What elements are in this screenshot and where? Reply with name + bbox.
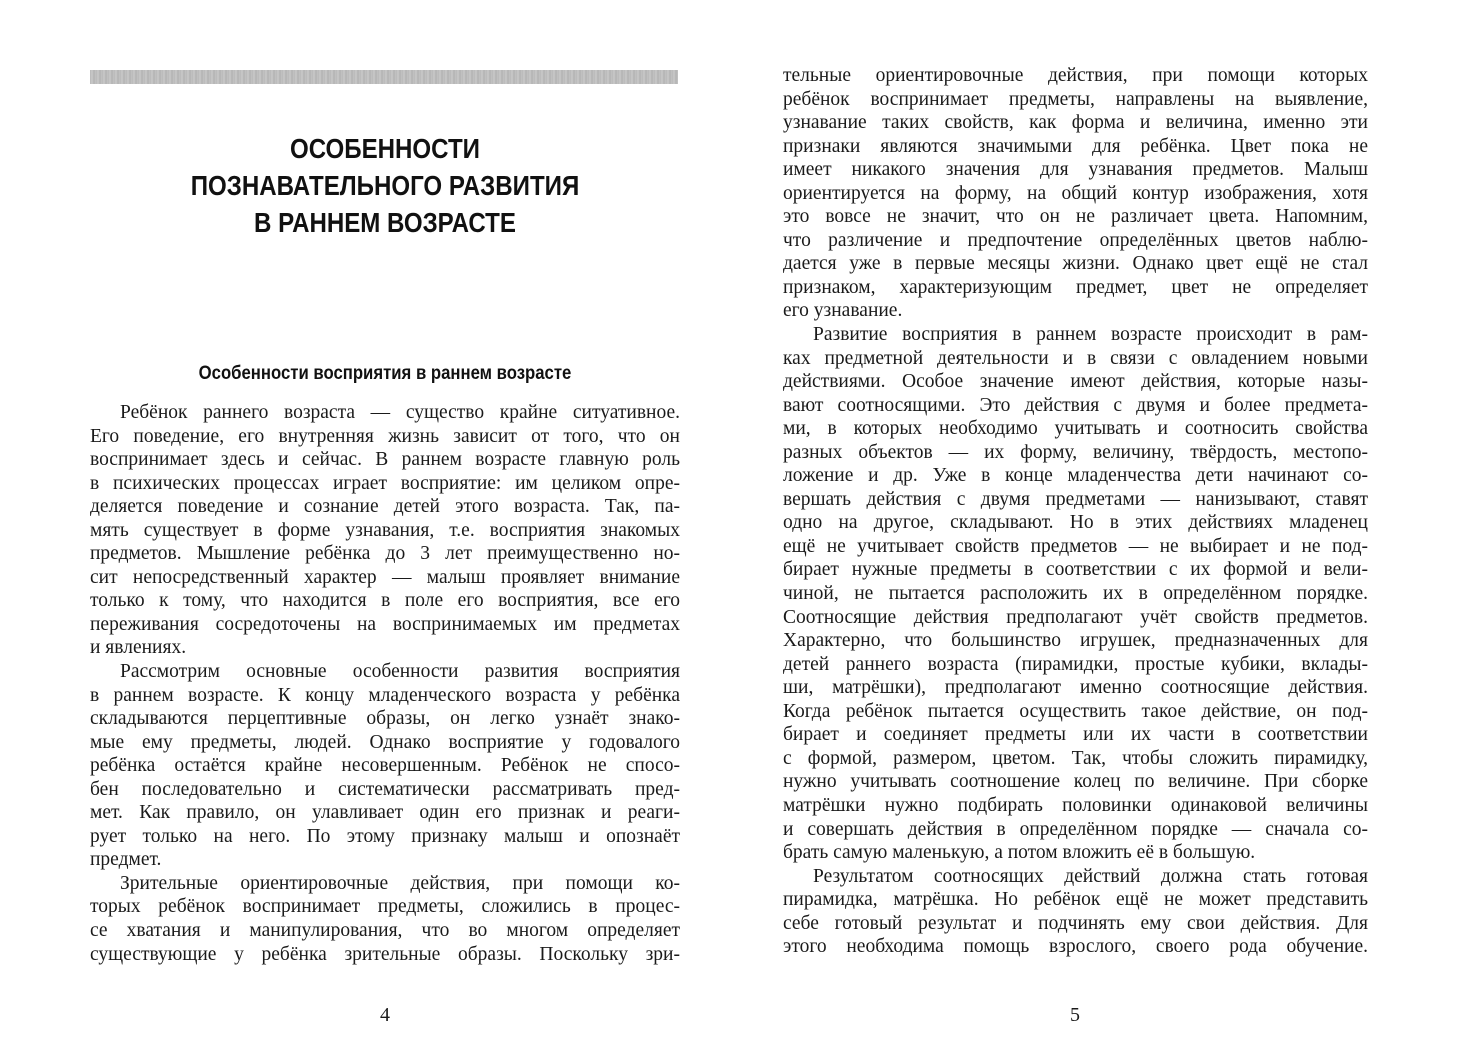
chapter-title: [131, 130, 638, 241]
text-line: Характерно, что большинство игрушек, предназначенных для: [783, 630, 1368, 652]
text-line: вают соотносящими. Это действия с двумя и более предмета-: [783, 394, 1368, 416]
text-line: только к тому, что находится в поле его восприятия, все его: [90, 590, 680, 612]
text-line: ках предметной деятельности и в связи с овладением новыми: [783, 347, 1368, 369]
text-line: переживания сосредоточены на воспринимаемых им предметах: [90, 613, 680, 635]
text-line: его узнавание.: [783, 300, 903, 322]
text-line: имеет никакого значения для узнавания предметов. Малыш: [783, 159, 1368, 181]
text-line: Соотносящие действия предполагают учёт свойств предметов.: [783, 606, 1368, 628]
page-number: 5: [1070, 1004, 1080, 1026]
right-body-text: [783, 64, 1368, 959]
text-line: и совершать действия в определённом порядке — сначала со-: [783, 818, 1368, 840]
text-line: себе готовый результат и подчинять ему свои действия. Для: [783, 912, 1368, 934]
text-line: признаки являются значимыми для ребёнка. Цвет пока не: [783, 135, 1368, 157]
chapter-title-line: В РАННЕМ ВОЗРАСТЕ: [254, 207, 516, 238]
text-line: ребёнок воспринимает предметы, направлены на выявление,: [783, 88, 1368, 110]
text-line: предметов. Мышление ребёнка до 3 лет преимущественно но-: [90, 543, 680, 565]
text-line: существующие у ребёнка зрительные образы. Поскольку зри-: [90, 943, 680, 965]
text-line: нужно учитывать соотношение колец по величине. При сборке: [783, 771, 1368, 793]
text-line: матрёшки нужно подбирать половинки одинаковой величины: [783, 794, 1368, 816]
text-line: признаком, характеризующим предмет, цвет не определяет: [783, 276, 1368, 298]
text-line: торых ребёнок воспринимает предметы, сложились в процес-: [90, 896, 680, 918]
page-number: 4: [380, 1004, 390, 1026]
text-line: ещё не учитывает свойств предметов — не выбирает и не под-: [783, 535, 1368, 557]
text-line: вершать действия с двумя предметами — нанизывают, ставят: [783, 488, 1368, 510]
chapter-title-line: ОСОБЕННОСТИ: [290, 133, 480, 164]
text-line: пирамидка, матрёшка. Но ребёнок ещё не может представить: [783, 889, 1368, 911]
text-line: дается уже в первые месяцы жизни. Однако цвет ещё не стал: [783, 253, 1368, 275]
left-body-text: [90, 401, 680, 966]
decorative-header-bar: [90, 70, 678, 84]
text-line: мять существует в форме узнавания, т.е. восприятия знакомых: [90, 519, 680, 541]
text-line: Результатом соотносящих действий должна стать готовая: [813, 865, 1368, 887]
text-line: предмет.: [90, 849, 162, 871]
text-line: действиями. Особое значение имеют действия, которые назы-: [783, 371, 1368, 393]
text-line: Рассмотрим основные особенности развития восприятия: [120, 661, 680, 683]
text-line: Его поведение, его внутренняя жизнь зависит от того, что он: [90, 425, 680, 447]
text-line: ложение и др. Уже в конце младенчества дети начинают со-: [783, 465, 1368, 487]
chapter-title-line: ПОЗНАВАТЕЛЬНОГО РАЗВИТИЯ: [190, 170, 580, 201]
text-line: ши, матрёшки), предполагают именно соотносящие действия.: [783, 677, 1368, 699]
text-line: Когда ребёнок пытается осуществить такое действие, он под-: [783, 700, 1368, 722]
text-line: складываются перцептивные образы, он легко узнаёт знако-: [90, 708, 680, 730]
text-line: бирает нужные предметы в соответствии с их формой и вели-: [783, 559, 1368, 581]
text-line: в раннем возрасте. К концу младенческого возраста у ребёнка: [90, 684, 680, 706]
text-line: сит непосредственный характер — малыш проявляет внимание: [90, 566, 680, 588]
text-line: Ребёнок раннего возраста — существо крайне ситуативное.: [120, 402, 680, 423]
text-line: ориентируется на форму, на общий контур изображения, хотя: [783, 182, 1368, 204]
text-line: этого необходима помощь взрослого, своего рода обучение.: [783, 936, 1368, 958]
text-line: с формой, размером, цветом. Так, чтобы сложить пирамидку,: [783, 747, 1368, 769]
text-line: ми, в которых необходимо учитывать и соотносить свойства: [783, 418, 1368, 440]
text-line: се хватания и манипулирования, что во многом определяет: [90, 920, 680, 942]
text-line: это вовсе не значит, что он не различает цвета. Напомним,: [783, 206, 1368, 228]
text-line: воспринимает здесь и сейчас. В раннем возрасте главную роль: [90, 449, 680, 471]
section-heading: Особенности восприятия в раннем возрасте: [198, 363, 572, 384]
text-line: Зрительные ориентировочные действия, при помощи ко-: [120, 872, 680, 894]
text-line: и явлениях.: [90, 637, 187, 659]
text-line: мые ему предметы, людей. Однако восприятие у годовалого: [90, 731, 680, 753]
text-line: что различение и предпочтение определённых цветов наблю-: [783, 229, 1368, 251]
text-line: чиной, не пытается расположить их в определённом порядке.: [783, 583, 1368, 605]
text-line: одно на другое, складывают. Но в этих действиях младенец: [783, 512, 1368, 534]
text-line: бирает и соединяет предметы или их части в соответствии: [783, 724, 1368, 746]
text-line: деляется поведение и сознание детей этого возраста. Так, па-: [90, 496, 680, 518]
text-line: рует только на него. По этому признаку малыш и опознаёт: [90, 825, 680, 847]
text-line: брать самую маленькую, а потом вложить её в большую.: [783, 842, 1256, 864]
text-line: мет. Как правило, он улавливает один его признак и реаги-: [90, 802, 680, 824]
text-line: разных объектов — их форму, величину, твёрдость, местопо-: [783, 441, 1368, 463]
text-line: ребёнка остаётся крайне несовершенным. Ребёнок не спосо-: [90, 755, 680, 777]
right-page: [783, 0, 1368, 1045]
left-page: [90, 0, 680, 1045]
text-line: детей раннего возраста (пирамидки, простые кубики, вклады-: [783, 653, 1368, 675]
text-line: Развитие восприятия в раннем возрасте происходит в рам-: [813, 324, 1368, 346]
text-line: тельные ориентировочные действия, при помощи которых: [783, 65, 1368, 86]
text-line: в психических процессах играет восприятие: им целиком опре-: [90, 472, 680, 494]
text-line: узнавание таких свойств, как форма и величина, именно эти: [783, 112, 1368, 134]
text-line: бен последовательно и систематически рассматривать пред-: [90, 778, 680, 800]
